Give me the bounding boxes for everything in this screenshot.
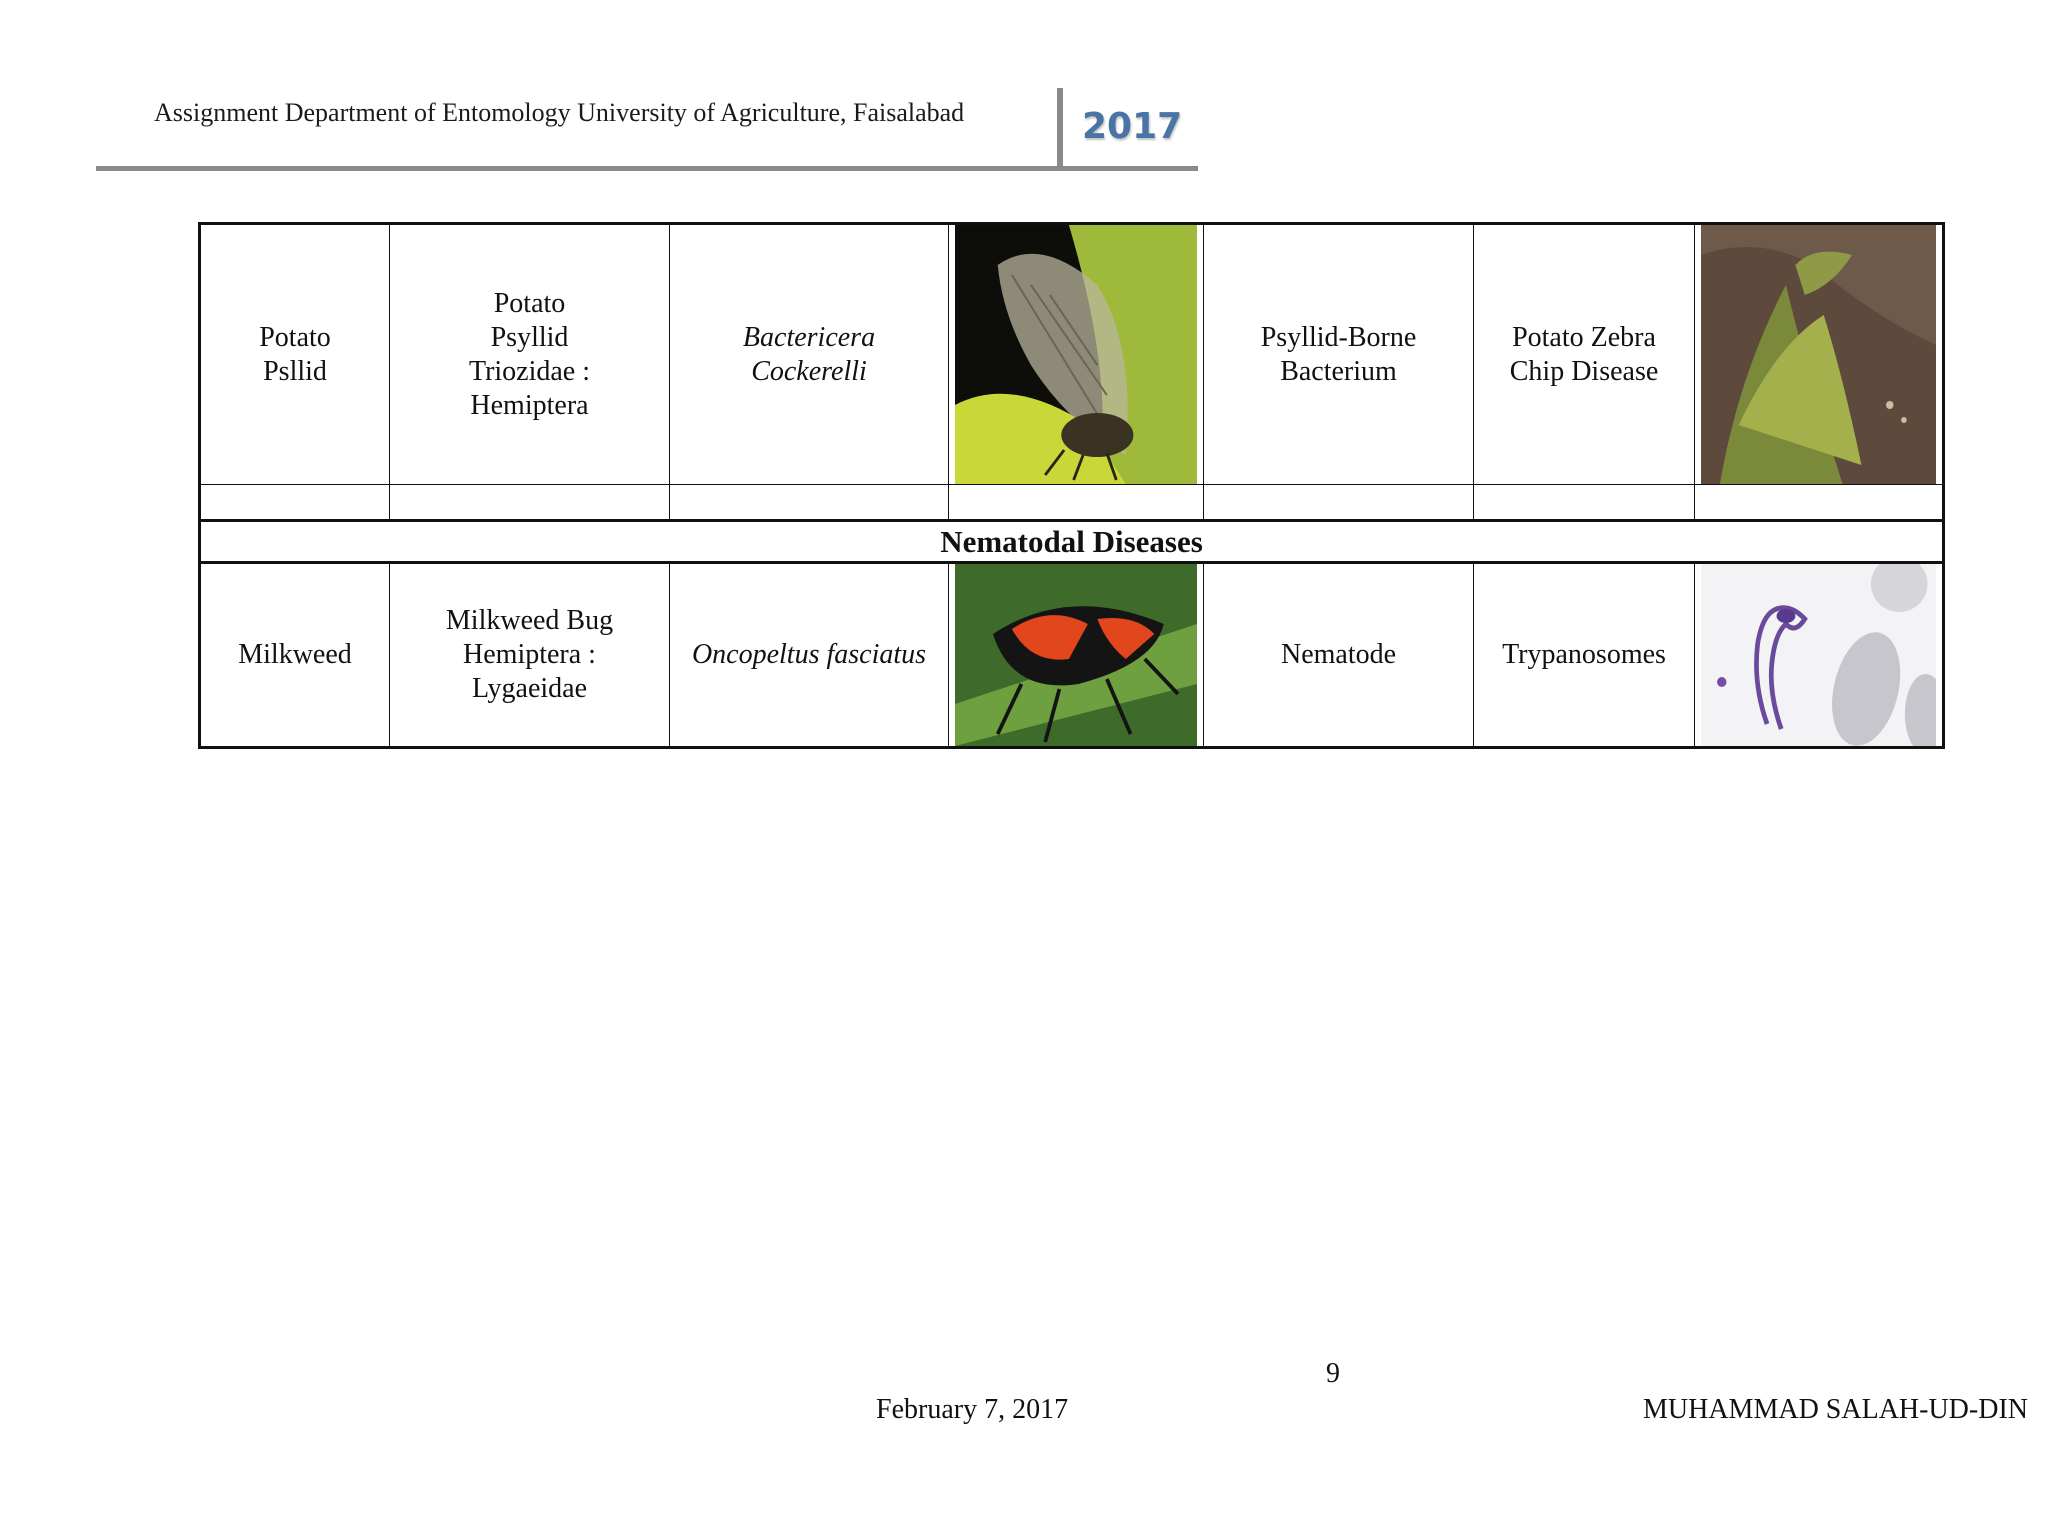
section-heading: Nematodal Diseases (200, 521, 1944, 563)
insect-cell: Milkweed Bug Hemiptera : Lygaeidae (390, 563, 670, 748)
footer-author: MUHAMMAD SALAH-UD-DIN (1643, 1394, 2028, 1425)
milkweed-bug-photo (949, 563, 1204, 748)
table-row (200, 563, 1944, 748)
host-cell: Potato Psllid (200, 224, 390, 485)
disease-cell: Trypanosomes (1474, 563, 1695, 748)
section-heading-row (200, 521, 1944, 563)
scientific-name-cell: Bactericera Cockerelli (670, 224, 949, 485)
host-cell: Milkweed (200, 563, 390, 748)
insect-cell: Potato Psyllid Triozidae : Hemiptera (390, 224, 670, 485)
header-year: 2017 (1082, 106, 1183, 147)
scientific-name-cell: Oncopeltus fasciatus (670, 563, 949, 748)
footer-date: February 7, 2017 (876, 1394, 1069, 1425)
pest-disease-table (198, 222, 1945, 749)
header-rule (96, 166, 1198, 171)
pathogen-cell: Nematode (1204, 563, 1474, 748)
table-row (200, 224, 1944, 485)
header-title: Assignment Department of Entomology University of Agriculture, Faisalabad (154, 98, 965, 127)
pathogen-cell: Psyllid-Borne Bacterium (1204, 224, 1474, 485)
zebra-chip-plant-photo (1695, 224, 1944, 485)
table-row-empty (200, 485, 1944, 521)
psyllid-photo (949, 224, 1204, 485)
header-divider (1057, 88, 1063, 168)
trypanosome-micrograph (1695, 563, 1944, 748)
disease-cell: Potato Zebra Chip Disease (1474, 224, 1695, 485)
page-number: 9 (1326, 1358, 1340, 1389)
